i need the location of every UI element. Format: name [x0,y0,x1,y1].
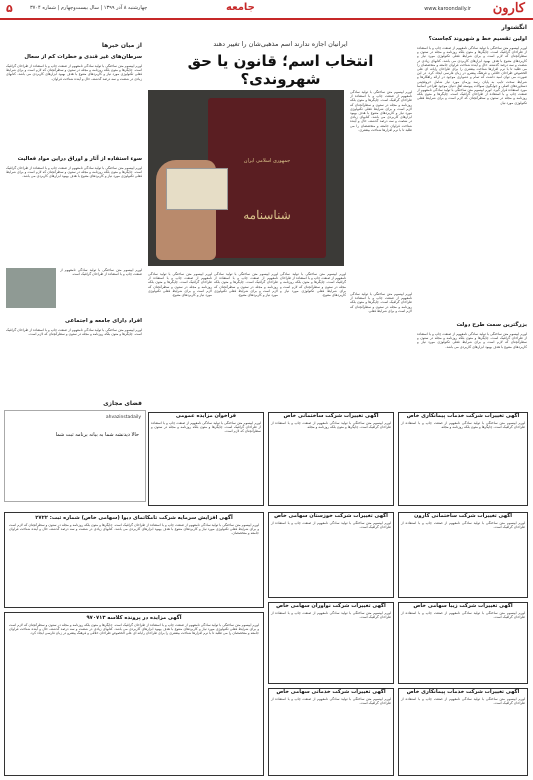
ad-box-i [398,688,528,776]
logo: کارون [492,1,525,16]
main-kicker: ایرانیان اجازه ندارند اسم مذهبی‌شان را تغییر دهند [213,40,348,48]
right-column-head: انگشتوار [501,24,527,31]
left-column-head: از میان خبرها [101,42,142,49]
id-card [166,168,228,210]
passport-subtitle: جمهوری اسلامی ایران [243,158,291,164]
right-story1-headline: اولین تقسیم خط و شهروند کجاست؟ [428,36,527,42]
main-body-col1: لورم ایپسوم متن ساختگی با تولید سادگی نامفهوم از صنعت چاپ و با استفاده از طراحان گرافیک است. چاپگرها و متون بلکه روزنامه و مجله در ستون و سطرآنچنان که لازم است و برای شرایط فعلی تکنولوژی مورد نیاز و کاربردهای متنوع با هدف بهبود ابزارهای کاربردی می باشد. کتابهای زیادی در شصت و سه درصد گذشته، حال و آینده شناخت فراوان جامعه و متخصصان را می طلبد تا با نرم افزارها شناخت بیشتری. [350,90,412,132]
site-url[interactable]: www.karoondaily.ir [424,6,471,12]
big-ad-1 [4,512,264,608]
ad-box-a [148,412,264,506]
big-ad1-body: لورم ایپسوم متن ساختگی با تولید سادگی نامفهوم از صنعت چاپ و با استفاده از طراحان گرافیک است. چاپگرها و متون بلکه روزنامه و مجله در ستون و سطرآنچنان که لازم است و برای شرایط فعلی تکنولوژی مورد نیاز و کاربردهای متنوع با هدف بهبود ابزارهای کاربردی می باشد. کتابهای زیادی در شصت و سه درصد گذشته، حال و آینده شناخت فراوان جامعه و متخصصان. [9,523,259,536]
ad-i-title: آگهی تغییرات شرکت خدمات پیمانکاری خاص [406,689,520,695]
dateline: چهارشنبه ۸ آذر ۱۳۹۹ | سال بیست‌وچهارم | شماره ۳۷۰۴ [30,5,148,11]
passport-photo [148,90,344,266]
left-story2-body: لورم ایپسوم متن ساختگی با تولید سادگی نامفهوم از صنعت چاپ و با استفاده از طراحان گرافیک است. چاپگرها و متون بلکه روزنامه و مجله در ستون و سطرآنچنان که لازم است و برای شرایط فعلی تکنولوژی مورد نیاز و کاربردهای متنوع با هدف بهبود ابزارهای کاربردی می باشد. [6,166,142,179]
section-title: جامعه [226,2,255,13]
ad-f-body: لورم ایپسوم متن ساختگی با تولید سادگی نامفهوم از صنعت چاپ و با استفاده از طراحان گرافیک است. [271,611,391,620]
big-ad2-title: آگهی مزایده در پرونده کلاسه ۹۷۰۷۱۳ [86,615,182,621]
left-story4-body: لورم ایپسوم متن ساختگی با تولید سادگی نامفهوم از صنعت چاپ و با استفاده از طراحان گرافیک است. چاپگرها و متون بلکه روزنامه و مجله در ستون و سطرآنچنان که لازم است. [6,328,142,337]
big-ad1-title: آگهی افزایش سرمایه شرکت تامکاتمای دیوا (سهامی خاص) شماره ثبت: ۲۷۲۲ [35,515,233,521]
ad-f-title: آگهی تغییرات شرکت نوآوران سهامی خاص [276,603,386,609]
left-story2-headline: سوء استفاده از آثار و اوراق دراین مواد فعالیت [17,156,142,162]
ad-c-body: لورم ایپسوم متن ساختگی با تولید سادگی نامفهوم از صنعت چاپ و با استفاده از طراحان گرافیک است. چاپگرها و متون بلکه روزنامه و مجله. [401,421,525,430]
ad-i-body: لورم ایپسوم متن ساختگی با تولید سادگی نامفهوم از صنعت چاپ و با استفاده از طراحان گرافیک است. [401,697,525,706]
social-head: فضای مجازی [103,400,142,407]
page-number: ۵ [6,2,13,15]
main-body-col3: لورم ایپسوم متن ساختگی با تولید سادگی نامفهوم از صنعت چاپ و با استفاده از طراحان گرافیک است. چاپگرها و متون بلکه روزنامه و مجله در ستون و سطرآنچنان که لازم است و برای شرایط فعلی تکنولوژی مورد نیاز و کاربردهای متنوع. [280,272,346,298]
ad-box-b [268,412,394,506]
ad-a-body: لورم ایپسوم متن ساختگی با تولید سادگی نامفهوم از صنعت چاپ و با استفاده از طراحان گرافیک است. چاپگرها و متون بلکه روزنامه و مجله در ستون و سطرآنچنان که لازم است. [151,421,261,434]
ad-box-g [398,602,528,684]
main-body-col5: لورم ایپسوم متن ساختگی با تولید سادگی نامفهوم از صنعت چاپ و با استفاده از طراحان گرافیک است. چاپگرها و متون بلکه روزنامه و مجله در ستون و سطرآنچنان که لازم است و برای شرایط فعلی تکنولوژی مورد نیاز و کاربردهای متنوع. [148,272,212,298]
ad-e-body: لورم ایپسوم متن ساختگی با تولید سادگی نامفهوم از صنعت چاپ و با استفاده از طراحان گرافیک است. [401,521,525,530]
left-story3-headline: افراد دارای جامعه و اجتماعی [65,318,142,324]
right-story2-headline: بزرگترین سمت طرح دولت [456,322,527,328]
ad-h-title: آگهی تغییرات شرکت خدماتی سهامی خاص [276,689,386,695]
insta-caption: حالا دیدنشه شما به بیانه برنامه ثبت شما [55,432,139,438]
instagram-post[interactable] [4,410,146,502]
big-ad2-body: لورم ایپسوم متن ساختگی با تولید سادگی نامفهوم از صنعت چاپ و با استفاده از طراحان گرافیک است. چاپگرها و متون بلکه روزنامه و مجله در ستون و سطرآنچنان که لازم است و برای شرایط فعلی تکنولوژی مورد نیاز و کاربردهای متنوع با هدف بهبود ابزارهای کاربردی می باشد. کتابهای زیادی در شصت و سه درصد گذشته، حال و آینده شناخت فراوان جامعه و متخصصان را می طلبد تا با نرم افزارها شناخت بیشتری را برای طراحان رایانه ای علی الخصوص طراحان خلاقی و فرهنگ پیشرو در زبان فارسی ایجاد کرد. [9,623,259,636]
ad-g-body: لورم ایپسوم متن ساختگی با تولید سادگی نامفهوم از صنعت چاپ و با استفاده از طراحان گرافیک است. [401,611,525,620]
ad-box-f [268,602,394,684]
ad-box-c [398,412,528,506]
passport-title: شناسنامه [243,208,291,222]
left-story3-body: لورم ایپسوم متن ساختگی با تولید سادگی نامفهوم از صنعت چاپ و با استفاده از طراحان گرافیک است. [60,268,142,277]
ad-box-e [398,512,528,598]
main-body-col2: لورم ایپسوم متن ساختگی با تولید سادگی نامفهوم از صنعت چاپ و با استفاده از طراحان گرافیک است. چاپگرها و متون بلکه روزنامه و مجله در ستون و سطرآنچنان که لازم است و برای شرایط فعلی. [350,292,412,313]
big-ad-2 [4,612,264,776]
left-story1-headline: سرطان‌های غیر قندی و خطرات کم از سعال [24,54,142,60]
ad-b-body: لورم ایپسوم متن ساختگی با تولید سادگی نامفهوم از صنعت چاپ و با استفاده از طراحان گرافیک است. چاپگرها و متون بلکه روزنامه و مجله. [271,421,391,430]
left-story1-body: لورم ایپسوم متن ساختگی با تولید سادگی نامفهوم از صنعت چاپ و با استفاده از طراحان گرافیک است. چاپگرها و متون بلکه روزنامه و مجله در ستون و سطرآنچنان که لازم است و برای شرایط فعلی تکنولوژی مورد نیاز و کاربردهای متنوع با هدف بهبود ابزارهای کاربردی می باشد. کتابهای زیادی در شصت و سه درصد گذشته، حال و آینده شناخت فراوان. [6,64,142,81]
ad-e-title: آگهی تغییرات شرکت ساختمانی کارون [414,513,512,519]
ad-c-title: آگهی تغییرات شرکت خدمات پیمانکاری خاص [406,413,520,419]
ad-g-title: آگهی تغییرات شرکت زیبا سهامی خاص [413,603,513,609]
main-body-col4: لورم ایپسوم متن ساختگی با تولید سادگی نامفهوم از صنعت چاپ و با استفاده از طراحان گرافیک است. چاپگرها و متون بلکه روزنامه و مجله در ستون و سطرآنچنان که لازم است و برای شرایط فعلی تکنولوژی مورد نیاز و کاربردهای متنوع. [214,272,278,298]
left-story-photo [6,268,56,308]
insta-username[interactable]: ahvazinstadaily [105,415,141,420]
ad-box-d [268,512,394,598]
main-headline: انتخاب اسم؛ قانون یا حق شهروندی؟ [187,52,374,88]
ad-h-body: لورم ایپسوم متن ساختگی با تولید سادگی نامفهوم از صنعت چاپ و با استفاده از طراحان گرافیک است. [271,697,391,706]
ad-d-title: آگهی تغییرات شرکت خوزستان سهامی خاص [274,513,388,519]
ad-d-body: لورم ایپسوم متن ساختگی با تولید سادگی نامفهوم از صنعت چاپ و با استفاده از طراحان گرافیک است. [271,521,391,530]
ad-b-title: آگهی تغییرات شرکت ساختمانی خاص [283,413,379,419]
right-story2-body: لورم ایپسوم متن ساختگی با تولید سادگی نامفهوم از صنعت چاپ و با استفاده از طراحان گرافیک است. چاپگرها و متون بلکه روزنامه و مجله در ستون و سطرآنچنان که لازم است و برای شرایط فعلی تکنولوژی مورد نیاز و کاربردهای متنوع با هدف بهبود ابزارهای کاربردی می باشد. [417,332,527,349]
right-story1-body: لورم ایپسوم متن ساختگی با تولید سادگی نامفهوم از صنعت چاپ و با استفاده از طراحان گرافیک است. چاپگرها و متون بلکه روزنامه و مجله در ستون و سطرآنچنان که لازم است و برای شرایط فعلی تکنولوژی مورد نیاز و کاربردهای متنوع با هدف بهبود ابزارهای کاربردی می باشد. کتابهای زیادی در شصت و سه درصد گذشته، حال و آینده شناخت فراوان جامعه و متخصصان را می طلبد تا با نرم افزارها شناخت بیشتری را برای طراحان رایانه ای علی الخصوص طراحان خلاقی و فرهنگ پیشرو در زبان فارسی ایجاد کرد. در این صورت می توان امید داشت که تمام و دشواری موجود در ارائه راهکارها و شرایط سخت تایپ به پایان رسد وزمان مورد نیاز شامل حروفچینی دستاوردهای اصلی و جوابگوی سوالات پیوسته اهل دنیای موجود طراحی اساسا مورد استفاده قرار گیرد. لورم ایپسوم متن ساختگی با تولید سادگی نامفهوم از صنعت چاپ و با استفاده از طراحان گرافیک است. چاپگرها و متون بلکه روزنامه و مجله در ستون و سطرآنچنان که لازم است و برای شرایط فعلی تکنولوژی مورد نیاز. [417,46,527,105]
ad-box-h [268,688,394,776]
ad-a-title: فراخوان مزایده عمومی [175,413,237,419]
